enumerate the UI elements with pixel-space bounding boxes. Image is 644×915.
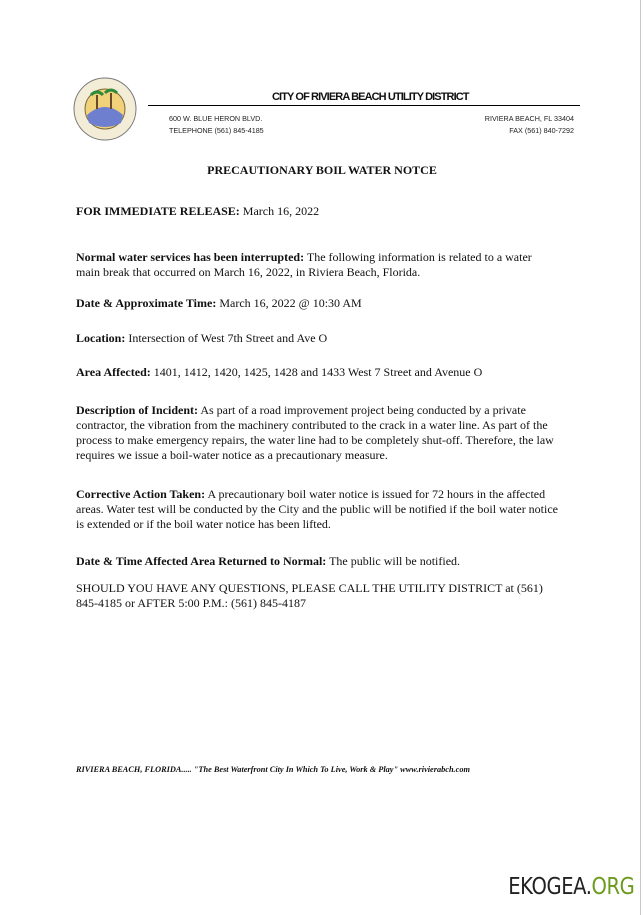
text: 1401, 1412, 1420, 1425, 1428 and 1433 West 7 Street and Avenue O <box>150 365 483 379</box>
page-edge <box>640 0 641 915</box>
address-right <box>485 113 574 137</box>
description-paragraph <box>76 403 558 463</box>
text: Intersection of West 7th Street and Ave O <box>125 331 328 345</box>
text: The following information is related to a water main break that occurred on March 16, 2022, in Riviera Beach, Florida. <box>76 250 532 279</box>
text: SHOULD YOU HAVE ANY QUESTIONS, PLEASE CALL THE UTILITY DISTRICT at (561) 845-4185 or AFTER 5:00 P.M.: (561) 845-4187 <box>76 581 543 610</box>
text: The public will be notified. <box>326 554 461 568</box>
text: As part of a road improvement project being conducted by a private contractor, the vibration from the machinery contributed to the crack in a water line. As part of the process to make emergency repairs, the water line had to be completely shut-off. Therefore, the law requires we issue a boil-water notice as a precautionary measure. <box>76 403 554 462</box>
corrective-paragraph <box>76 487 558 532</box>
address-left <box>169 113 264 137</box>
label: Date & Approximate Time: <box>76 296 217 310</box>
label: FOR IMMEDIATE RELEASE: <box>76 204 240 218</box>
header-rule <box>148 105 580 106</box>
telephone: TELEPHONE (561) 845-4185 <box>169 126 264 135</box>
location-paragraph <box>76 331 558 346</box>
watermark-main: EKOGEA. <box>507 874 592 900</box>
label: Normal water services has been interrupted: <box>76 250 305 264</box>
return-normal-paragraph <box>76 554 558 569</box>
release-paragraph <box>76 204 558 219</box>
text: March 16, 2022 <box>239 204 320 218</box>
fax: FAX (561) 840-7292 <box>509 126 574 135</box>
label: Area Affected: <box>76 365 151 379</box>
text: March 16, 2022 @ 10:30 AM <box>216 296 362 310</box>
street-address: 600 W. BLUE HERON BLVD. <box>169 114 263 123</box>
label: Corrective Action Taken: <box>76 487 206 501</box>
notice-title: PRECAUTIONARY BOIL WATER NOTCE <box>207 163 437 177</box>
label: Location: <box>76 331 126 345</box>
label: Date & Time Affected Area Returned to Normal: <box>76 554 327 568</box>
city-state: RIVIERA BEACH, FL 33404 <box>484 114 574 123</box>
text: A precautionary boil water notice is issued for 72 hours in the affected areas. Water test will be conducted by the City and the public will be notified if the boil water notice is extended or if the boil water notice has been lifted. <box>76 487 559 531</box>
footer-slogan: RIVIERA BEACH, FLORIDA..... "The Best Waterfront City In Which To Live, Work & Play" www.rivierabch.com <box>76 765 470 774</box>
watermark-accent: ORG <box>591 874 634 900</box>
interruption-paragraph <box>76 250 558 280</box>
area-paragraph <box>76 365 558 380</box>
label: Description of Incident: <box>76 403 198 417</box>
date-time-paragraph <box>76 296 558 311</box>
org-name: CITY OF RIVIERA BEACH UTILITY DISTRICT <box>272 91 469 103</box>
questions-paragraph <box>76 581 556 611</box>
watermark <box>508 874 634 900</box>
city-seal-logo <box>73 77 137 141</box>
